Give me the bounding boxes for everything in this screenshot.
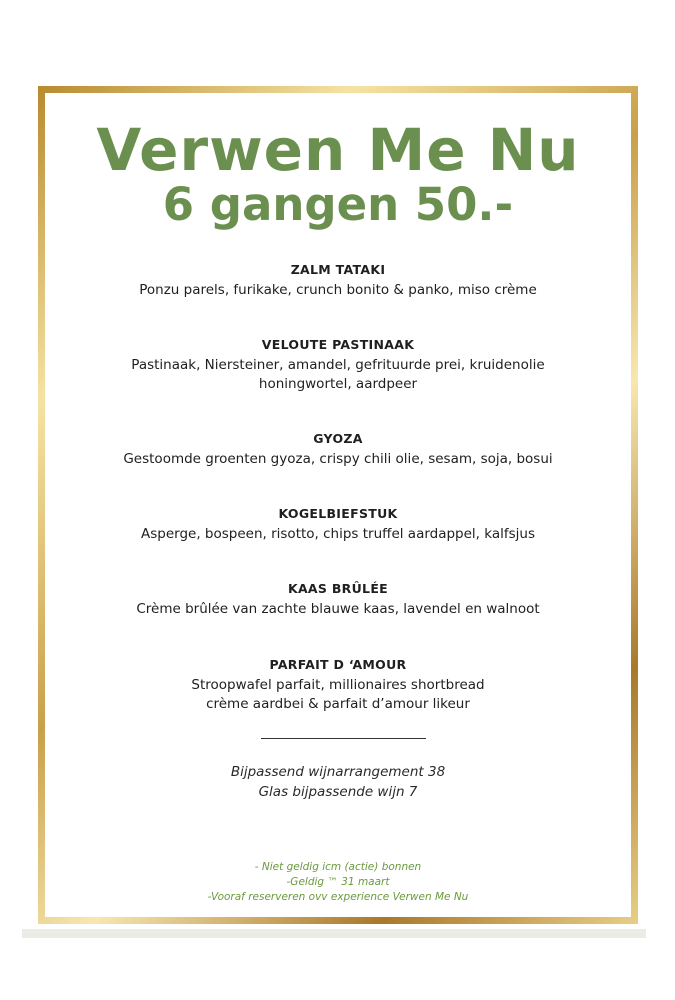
course-name: KOGELBIEFSTUK	[278, 506, 398, 521]
menu-subtitle: 6 gangen 50.-	[162, 178, 514, 231]
menu-title: Verwen Me Nu	[96, 116, 580, 184]
wine-arrangement: Bijpassend wijnarrangement 38	[230, 764, 446, 780]
note-line: -Vooraf reserveren ovv experience Verwen Me Nu	[207, 891, 469, 903]
divider-line	[261, 738, 426, 739]
page-shadow	[22, 929, 646, 938]
course-name: GYOZA	[313, 431, 363, 446]
wine-glass: Glas bijpassende wijn 7	[258, 784, 418, 800]
menu-card	[45, 93, 631, 917]
course-description-line: Stroopwafel parfait, millionaires shortbread	[191, 677, 485, 693]
course-description	[45, 356, 631, 394]
course-kogelbiefstuk	[45, 505, 631, 544]
course-description-line: Pastinaak, Niersteiner, amandel, gefrituurde prei, kruidenolie	[131, 357, 545, 373]
course-name: VELOUTE PASTINAAK	[261, 337, 415, 352]
course-zalm-tataki	[45, 261, 631, 300]
wine-info	[45, 762, 631, 802]
course-veloute-pastinaak	[45, 336, 631, 394]
course-description: Crème brûlée van zachte blauwe kaas, lavendel en walnoot	[136, 601, 540, 617]
course-name: PARFAIT D ‘AMOUR	[269, 657, 407, 672]
note-line: - Niet geldig icm (actie) bonnen	[254, 861, 422, 873]
course-gyoza	[45, 430, 631, 469]
course-description-line: crème aardbei & parfait d’amour likeur	[206, 696, 470, 712]
course-name: KAAS BRÛLÉE	[287, 581, 389, 596]
course-description-line: honingwortel, aardpeer	[258, 376, 418, 392]
course-description	[45, 676, 631, 714]
course-kaas-brulee	[45, 580, 631, 619]
course-description: Gestoomde groenten gyoza, crispy chili olie, sesam, soja, bosui	[123, 451, 553, 467]
gold-frame	[38, 86, 638, 924]
course-name: ZALM TATAKI	[290, 262, 386, 277]
terms-notes	[45, 860, 631, 905]
course-description: Asperge, bospeen, risotto, chips truffel aardappel, kalfsjus	[141, 526, 535, 542]
note-line: -Geldig ™ 31 maart	[286, 876, 390, 888]
course-description: Ponzu parels, furikake, crunch bonito & panko, miso crème	[139, 282, 537, 298]
course-parfait-damour	[45, 656, 631, 714]
